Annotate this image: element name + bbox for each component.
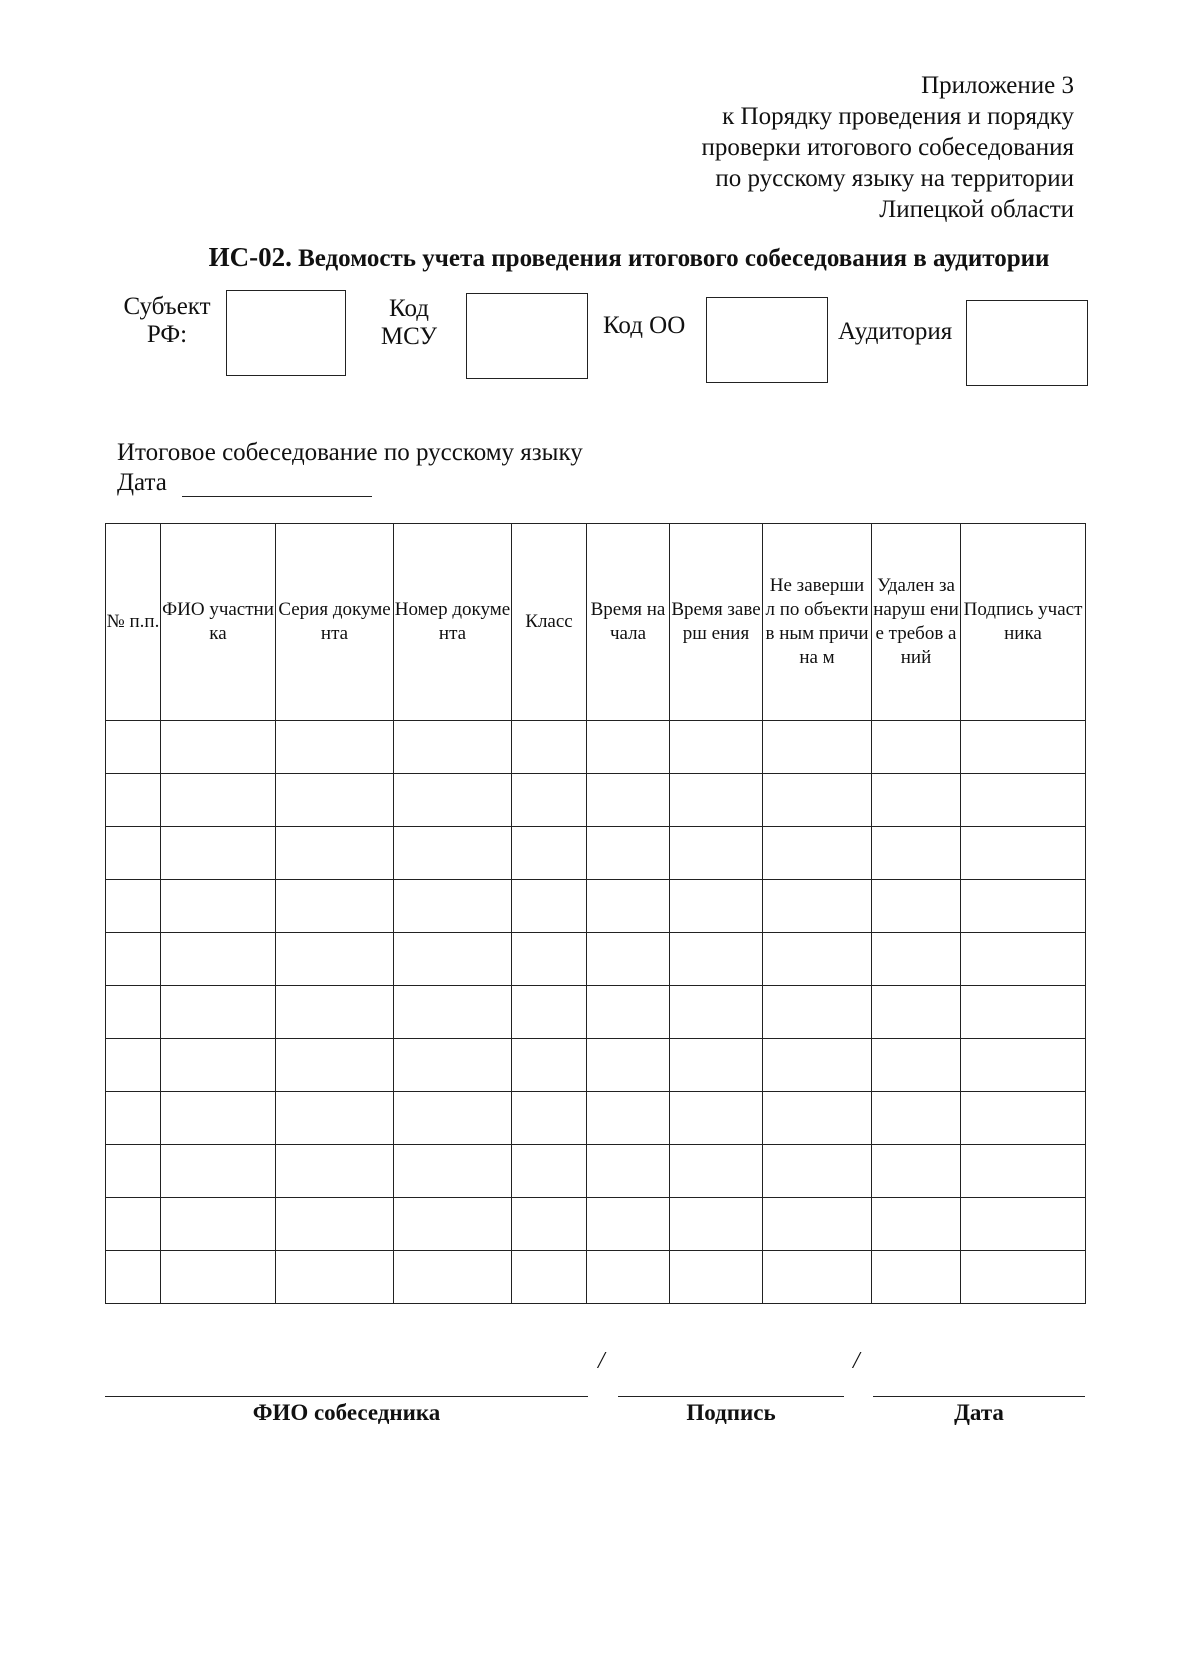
table-cell[interactable] <box>587 1251 670 1304</box>
col-header-removed: Удален за наруш ение требов аний <box>872 524 961 721</box>
table-cell[interactable] <box>161 827 276 880</box>
table-cell[interactable] <box>394 1145 512 1198</box>
table-cell[interactable] <box>872 933 961 986</box>
msu-label <box>376 295 442 351</box>
date-label: Дата <box>117 469 167 496</box>
appendix-line: Липецкой области <box>879 196 1074 223</box>
room-label: Аудитория <box>838 318 953 345</box>
table-cell[interactable] <box>872 774 961 827</box>
table-cell[interactable] <box>276 986 394 1039</box>
table-cell[interactable] <box>512 774 587 827</box>
table-cell[interactable] <box>106 1039 161 1092</box>
table-cell[interactable] <box>872 1092 961 1145</box>
oo-code-field[interactable] <box>706 297 828 383</box>
table-cell[interactable] <box>670 933 763 986</box>
subject-code-field[interactable] <box>226 290 346 376</box>
table-cell[interactable] <box>106 933 161 986</box>
table-cell[interactable] <box>961 1145 1086 1198</box>
table-cell[interactable] <box>961 933 1086 986</box>
table-cell[interactable] <box>587 1039 670 1092</box>
table-cell[interactable] <box>763 986 872 1039</box>
table-cell[interactable] <box>670 1145 763 1198</box>
table-cell[interactable] <box>763 721 872 774</box>
table-cell[interactable] <box>161 1145 276 1198</box>
table-cell[interactable] <box>276 1198 394 1251</box>
table-cell[interactable] <box>670 721 763 774</box>
table-cell[interactable] <box>670 1198 763 1251</box>
table-cell[interactable] <box>961 1039 1086 1092</box>
table-cell[interactable] <box>394 1039 512 1092</box>
table-cell[interactable] <box>512 827 587 880</box>
table-cell[interactable] <box>961 1251 1086 1304</box>
table-cell[interactable] <box>872 1198 961 1251</box>
col-header-document-series: Серия документа <box>276 524 394 721</box>
table-cell[interactable] <box>394 774 512 827</box>
table-cell[interactable] <box>763 1145 872 1198</box>
subject-label <box>118 293 216 349</box>
oo-label: Код ОО <box>603 312 686 339</box>
table-cell[interactable] <box>276 1092 394 1145</box>
table-cell[interactable] <box>512 933 587 986</box>
col-header-number: № п.п. <box>106 524 161 721</box>
table-row <box>106 1092 1086 1145</box>
table-cell[interactable] <box>276 827 394 880</box>
col-header-end-time: Время заверш ения <box>670 524 763 721</box>
table-cell[interactable] <box>763 774 872 827</box>
table-cell[interactable] <box>587 880 670 933</box>
table-cell[interactable] <box>512 880 587 933</box>
table-cell[interactable] <box>106 1198 161 1251</box>
table-cell[interactable] <box>106 774 161 827</box>
table-cell[interactable] <box>763 827 872 880</box>
table-cell[interactable] <box>276 1145 394 1198</box>
table-cell[interactable] <box>587 1145 670 1198</box>
table-cell[interactable] <box>161 1198 276 1251</box>
table-cell[interactable] <box>106 1092 161 1145</box>
interviewer-name-field[interactable] <box>105 1396 588 1397</box>
table-cell[interactable] <box>872 880 961 933</box>
form-title <box>0 242 1200 273</box>
table-cell[interactable] <box>276 880 394 933</box>
table-cell[interactable] <box>394 1198 512 1251</box>
signature-date-label: Дата <box>954 1400 1004 1425</box>
table-cell[interactable] <box>872 721 961 774</box>
table-body <box>106 721 1086 1304</box>
table-cell[interactable] <box>512 986 587 1039</box>
table-cell[interactable] <box>670 827 763 880</box>
exam-name: Итоговое собеседование по русскому языку <box>117 439 583 466</box>
appendix-line: проверки итогового собеседования <box>701 134 1074 161</box>
subject-label-line: РФ: <box>146 321 188 348</box>
table-cell[interactable] <box>512 1092 587 1145</box>
table-cell[interactable] <box>106 721 161 774</box>
table-row <box>106 721 1086 774</box>
table-cell[interactable] <box>587 933 670 986</box>
table-cell[interactable] <box>161 986 276 1039</box>
table-cell[interactable] <box>961 721 1086 774</box>
signature-date-field[interactable] <box>873 1396 1085 1397</box>
table-cell[interactable] <box>161 880 276 933</box>
table-cell[interactable] <box>512 1145 587 1198</box>
table-cell[interactable] <box>106 880 161 933</box>
table-cell[interactable] <box>872 986 961 1039</box>
table-row <box>106 880 1086 933</box>
table-row <box>106 933 1086 986</box>
table-row <box>106 1198 1086 1251</box>
table-cell[interactable] <box>670 880 763 933</box>
table-cell[interactable] <box>512 1251 587 1304</box>
table-cell[interactable] <box>670 774 763 827</box>
col-header-start-time: Время начала <box>587 524 670 721</box>
table-cell[interactable] <box>961 880 1086 933</box>
table-cell[interactable] <box>587 1198 670 1251</box>
table-cell[interactable] <box>161 1039 276 1092</box>
table-cell[interactable] <box>763 1251 872 1304</box>
table-cell[interactable] <box>394 1251 512 1304</box>
appendix-note <box>702 70 1074 225</box>
table-cell[interactable] <box>512 1198 587 1251</box>
table-cell[interactable] <box>276 1251 394 1304</box>
col-header-document-number: Номер документа <box>394 524 512 721</box>
table-cell[interactable] <box>394 721 512 774</box>
table-cell[interactable] <box>276 1039 394 1092</box>
table-cell[interactable] <box>161 721 276 774</box>
table-cell[interactable] <box>394 986 512 1039</box>
table-cell[interactable] <box>763 933 872 986</box>
msu-label-line: МСУ <box>380 323 438 350</box>
table-cell[interactable] <box>587 721 670 774</box>
table-cell[interactable] <box>106 827 161 880</box>
subject-label-line: Субъект <box>123 293 211 320</box>
appendix-line: Приложение 3 <box>921 72 1074 99</box>
table-row <box>106 1251 1086 1304</box>
msu-label-line: Код <box>389 295 429 322</box>
table-cell[interactable] <box>872 827 961 880</box>
col-header-participant-signature: Подпись участника <box>961 524 1086 721</box>
table-row <box>106 827 1086 880</box>
table-cell[interactable] <box>587 827 670 880</box>
table-cell[interactable] <box>106 986 161 1039</box>
table-cell[interactable] <box>106 1251 161 1304</box>
col-header-class: Класс <box>512 524 587 721</box>
table-cell[interactable] <box>394 933 512 986</box>
table-cell[interactable] <box>763 1092 872 1145</box>
table-cell[interactable] <box>763 1039 872 1092</box>
signature-field[interactable] <box>618 1396 844 1397</box>
table-header-row <box>106 524 1086 721</box>
appendix-line: по русскому языку на территории <box>715 165 1074 192</box>
table-cell[interactable] <box>394 1092 512 1145</box>
table-cell[interactable] <box>670 1092 763 1145</box>
msu-code-field[interactable] <box>466 293 588 379</box>
table-cell[interactable] <box>961 774 1086 827</box>
table-cell[interactable] <box>161 933 276 986</box>
table-row <box>106 774 1086 827</box>
table-cell[interactable] <box>872 1039 961 1092</box>
table-cell[interactable] <box>161 774 276 827</box>
col-header-not-completed: Не заверши л по объектив ным причина м <box>763 524 872 721</box>
table-row <box>106 986 1086 1039</box>
table-cell[interactable] <box>512 1039 587 1092</box>
table-cell[interactable] <box>670 1039 763 1092</box>
table-cell[interactable] <box>587 986 670 1039</box>
separator-slash: / <box>598 1348 605 1374</box>
table-cell[interactable] <box>670 1251 763 1304</box>
table-cell[interactable] <box>763 1198 872 1251</box>
table-cell[interactable] <box>106 1145 161 1198</box>
table-cell[interactable] <box>394 880 512 933</box>
interviewer-name-label: ФИО собеседника <box>252 1400 441 1425</box>
table-cell[interactable] <box>961 986 1086 1039</box>
separator-slash: / <box>853 1348 860 1374</box>
table-cell[interactable] <box>872 1251 961 1304</box>
appendix-line: к Порядку проведения и порядку <box>722 103 1074 130</box>
participants-table <box>105 523 1086 1304</box>
table-cell[interactable] <box>587 1092 670 1145</box>
table-row <box>106 1039 1086 1092</box>
form-title-text: Ведомость учета проведения итогового собеседования в аудитории <box>298 245 1050 272</box>
date-field[interactable] <box>182 496 372 497</box>
col-header-participant-name: ФИО участника <box>161 524 276 721</box>
table-cell[interactable] <box>961 827 1086 880</box>
table-cell[interactable] <box>161 1092 276 1145</box>
table-cell[interactable] <box>394 827 512 880</box>
table-cell[interactable] <box>276 933 394 986</box>
table-row <box>106 1145 1086 1198</box>
table-cell[interactable] <box>161 1251 276 1304</box>
table-cell[interactable] <box>872 1145 961 1198</box>
signature-label: Подпись <box>686 1400 776 1425</box>
table-cell[interactable] <box>961 1198 1086 1251</box>
table-cell[interactable] <box>276 721 394 774</box>
table-cell[interactable] <box>276 774 394 827</box>
table-cell[interactable] <box>587 774 670 827</box>
table-cell[interactable] <box>763 880 872 933</box>
form-code: ИС-02. <box>208 242 292 272</box>
table-cell[interactable] <box>961 1092 1086 1145</box>
table-cell[interactable] <box>512 721 587 774</box>
room-code-field[interactable] <box>966 300 1088 386</box>
table-cell[interactable] <box>670 986 763 1039</box>
